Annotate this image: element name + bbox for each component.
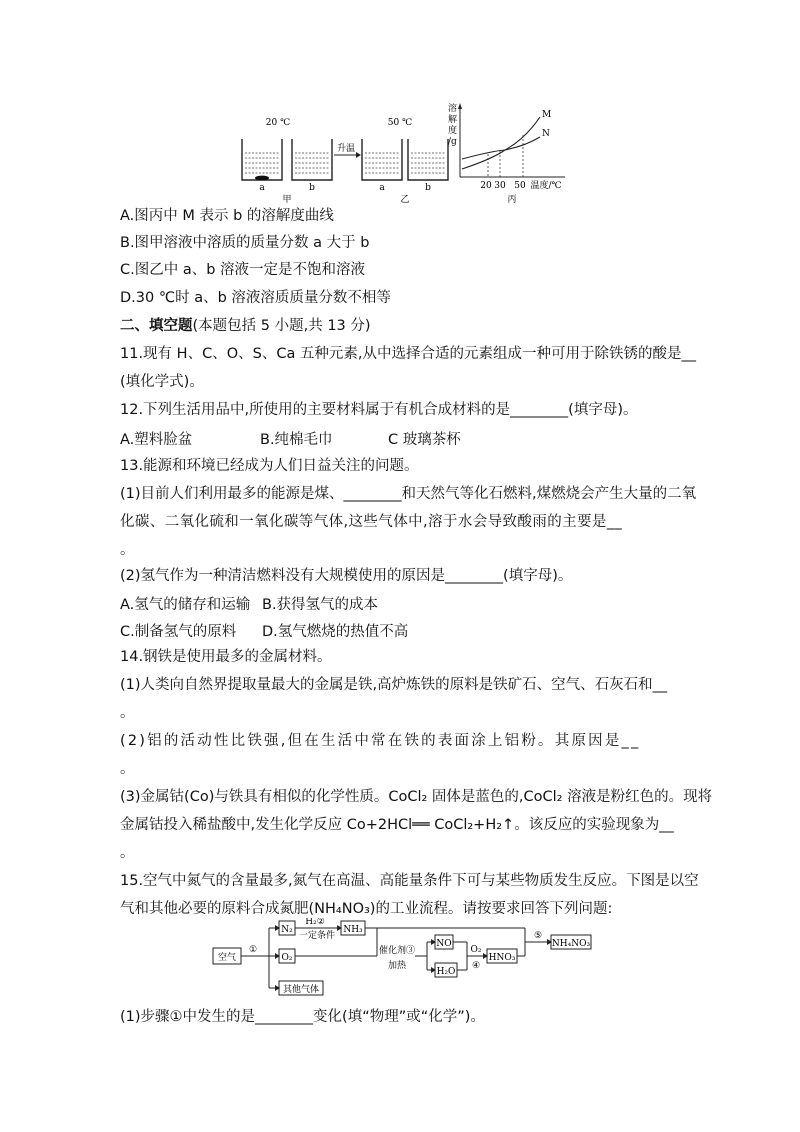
flow-hno3: HNO₃	[488, 953, 516, 963]
q12-option-a: A.塑料脸盆	[120, 432, 193, 448]
q13-option-d: D.氢气燃烧的热值不高	[262, 624, 409, 640]
q15-line1: 15.空气中氮气的含量最多,氮气在高温、高能量条件下可与某些物质发生反应。下图是以空	[120, 873, 699, 889]
graph-ylabel-4: /g	[448, 137, 457, 147]
flow-condition: 一定条件	[298, 931, 336, 941]
beaker-yi-a	[362, 139, 402, 180]
q14-p3-line1: (3)金属钴(Co)与铁具有相似的化学性质。CoCl₂ 固体是蓝色的,CoCl₂ 溶液是粉红色的。现将	[120, 789, 713, 805]
q14-p2-line2: 。	[120, 761, 135, 777]
yi-temp-label: 50 ℃	[387, 118, 413, 128]
caption-bing: 丙	[507, 195, 517, 205]
beaker-yi-b	[408, 139, 448, 180]
beaker-label-a1: a	[259, 183, 265, 193]
section2-note: (本题包括 5 小题,共 13 分)	[192, 318, 371, 334]
graph-ylabel-1: 溶	[448, 104, 458, 114]
flow-catalyst: 催化剂③	[378, 946, 416, 956]
flow-h2o: H₂O	[436, 967, 456, 977]
q10-option-b: B.图甲溶液中溶质的质量分数 a 大于 b	[120, 235, 370, 251]
q10-option-d: D.30 ℃时 a、b 溶液溶质质量分数不相等	[120, 290, 391, 306]
q12-option-c: C 玻璃茶杯	[388, 432, 461, 448]
q14-stem: 14.钢铁是使用最多的金属材料。	[120, 649, 332, 665]
flow-step5: ⑤	[533, 931, 543, 941]
caption-yi: 乙	[400, 195, 410, 205]
q12-stem: 12.下列生活用品中,所使用的主要材料属于有机合成材料的是________(填字母)。	[120, 402, 638, 418]
q11-line2: (填化学式)。	[120, 374, 204, 390]
curve-m-label: M	[542, 110, 552, 120]
flow-o2-step4: O₂	[470, 945, 482, 955]
beaker-label-a2: a	[379, 183, 385, 193]
q10-option-a: A.图丙中 M 表示 b 的溶解度曲线	[120, 208, 334, 224]
flow-o2: O₂	[281, 953, 293, 963]
section2-heading	[120, 316, 371, 336]
q14-p2-line1: (2)铝的活动性比铁强,但在生活中常在铁的表面涂上铝粉。其原因是__	[120, 733, 641, 749]
flow-other-gas: 其他气体	[282, 985, 320, 995]
caption-jia: 甲	[282, 195, 292, 205]
graph-ylabel-3: 度	[448, 126, 458, 136]
q14-p1-line2: 。	[120, 705, 135, 721]
beaker-label-b1: b	[309, 183, 315, 193]
q13-option-a: A.氢气的储存和运输	[120, 597, 251, 613]
section2-title: 二、填空题	[120, 318, 193, 334]
flow-nh3: NH₃	[343, 925, 363, 935]
curve-n-label: N	[542, 129, 550, 139]
flow-no: NO	[436, 939, 452, 949]
q14-p3-line3: 。	[120, 845, 135, 861]
q13-stem: 13.能源和环境已经成为人们日益关注的问题。	[120, 458, 419, 474]
solubility-figure	[230, 95, 570, 205]
flow-heating: 加热	[387, 961, 407, 971]
nitrogen-fertilizer-flowchart	[205, 918, 605, 1000]
graph-xtick-50: 50	[514, 181, 526, 191]
q13-p1-line2: 化碳、二氧化硫和一氧化碳等气体,这些气体中,溶于水会导致酸雨的主要是__	[120, 514, 623, 530]
q10-option-c: C.图乙中 a、b 溶液一定是不饱和溶液	[120, 262, 366, 278]
heating-arrow-label: 升温	[336, 144, 356, 154]
beaker-jia-b	[292, 139, 332, 180]
flow-h2-step2: H₂②	[305, 918, 325, 927]
q15-p1: (1)步骤①中发生的是________变化(填“物理”或“化学”)。	[120, 1009, 485, 1025]
q12-option-b: B.纯棉毛巾	[260, 432, 333, 448]
q11-line1: 11.现有 H、C、O、S、Ca 五种元素,从中选择合适的元素组成一种可用于除铁锈的酸是__	[120, 346, 697, 362]
q14-p3-line2: 金属钴投入稀盐酸中,发生化学反应 Co+2HCl══ CoCl₂+H₂↑。该反应的实验现象为__	[120, 817, 674, 833]
jia-temp-label: 20 ℃	[265, 118, 291, 128]
q13-option-b: B.获得氢气的成本	[262, 597, 379, 613]
q13-option-c: C.制备氢气的原料	[120, 624, 237, 640]
graph-ylabel-2: 解	[448, 115, 458, 125]
curve-n	[462, 137, 540, 159]
flow-step1: ①	[248, 945, 258, 955]
q15-line2: 气和其他必要的原料合成氮肥(NH₄NO₃)的工业流程。请按要求回答下列问题:	[120, 901, 613, 917]
flow-step4: ④	[471, 961, 481, 971]
flow-air: 空气	[217, 953, 237, 963]
q13-p1-line3: 。	[120, 542, 135, 558]
flow-n2: N₂	[281, 925, 293, 935]
q13-p2: (2)氢气作为一种清洁燃料没有大规模使用的原因是________(填字母)。	[120, 568, 573, 584]
graph-xtick-20: 20	[480, 181, 492, 191]
flow-nh4no3: NH₄NO₃	[551, 939, 591, 949]
graph-xtick-30: 30	[494, 181, 506, 191]
graph-xlabel: 温度/℃	[530, 181, 562, 191]
q13-p1-line1: (1)目前人们利用最多的能源是煤、________和天然气等化石燃料,煤燃烧会产生大量的二氧	[120, 486, 697, 502]
q14-p1-line1: (1)人类向自然界提取量最大的金属是铁,高炉炼铁的原料是铁矿石、空气、石灰石和__	[120, 677, 668, 693]
beaker-jia-a	[242, 139, 282, 180]
beaker-label-b2: b	[425, 183, 431, 193]
